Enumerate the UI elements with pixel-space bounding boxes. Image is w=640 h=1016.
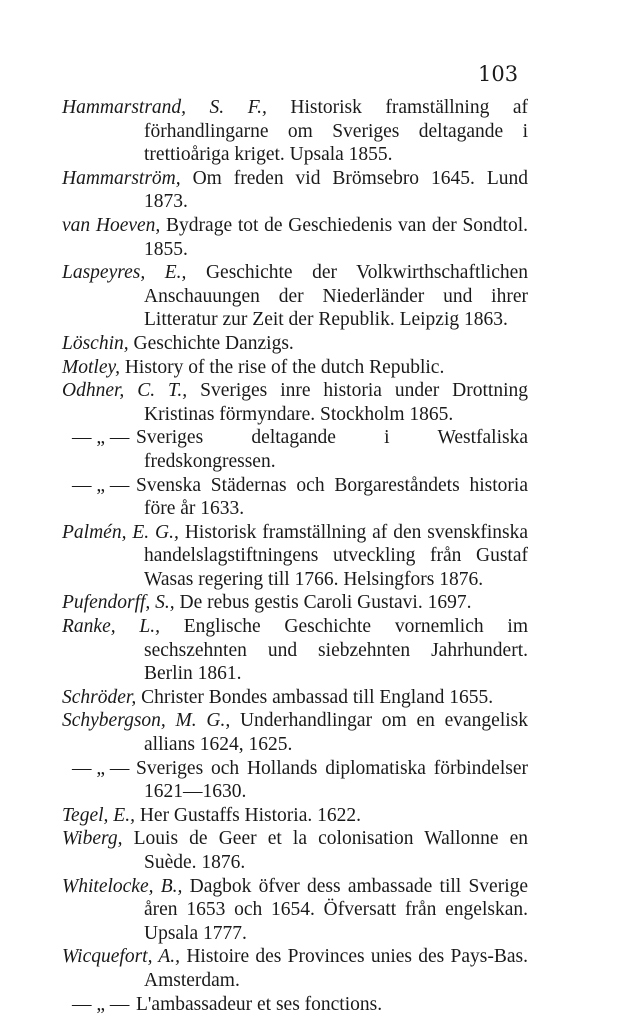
- entry-text: Her Gustaffs Historia. 1622.: [139, 804, 361, 826]
- bibliography-entry: [62, 167, 528, 214]
- entry-author: Wicquefort, A.,: [62, 946, 181, 968]
- entry-author: van Hoeven,: [62, 214, 161, 236]
- entry-author: Wiberg,: [62, 828, 123, 850]
- bibliography-entry: [62, 945, 528, 992]
- entry-text: Historisk framställning af den svenskfinska handelslagstiftningens utveckling från Gustaf Wasas regering till 1766. Helsingfors 1876.: [144, 521, 528, 590]
- bibliography-entry: [62, 591, 528, 615]
- entry-text: Sveriges deltagande i Westfaliska fredskongressen.: [136, 427, 528, 472]
- page-number: 103: [478, 62, 519, 86]
- entry-text: Historisk framställning af förhandlingarne om Sveriges deltagande i trettioåriga kriget. Upsala 1855.: [144, 97, 529, 166]
- entry-author: Odhner, C. T.,: [62, 380, 188, 402]
- bibliography-list: [62, 96, 528, 1016]
- entry-text: Geschichte der Volkwirthschaftlichen Anschauungen der Niederländer und ihrer Litteratur zur Zeit der Republik. Leipzig 1863.: [144, 262, 529, 331]
- bibliography-entry: [62, 379, 528, 426]
- bibliography-entry: [62, 709, 528, 756]
- bibliography-entry: [62, 757, 528, 804]
- bibliography-entry: [62, 96, 528, 167]
- entry-author: Hammarström,: [62, 167, 181, 189]
- entry-author: Tegel, E.,: [62, 804, 135, 826]
- entry-author: Laspeyres, E.,: [62, 262, 187, 284]
- entry-text: Englische Geschichte vornemlich im sechszehnten und siebzehnten Jahrhundert. Berlin 1861.: [144, 616, 528, 685]
- entry-text: Svenska Städernas och Borgareståndets historia före år 1633.: [136, 474, 528, 520]
- entry-text: History of the rise of the dutch Republic.: [124, 356, 445, 378]
- entry-text: Louis de Geer et la colonisation Wallonne en Suède. 1876.: [133, 828, 529, 873]
- entry-text: Bydrage tot de Geschiedenis van der Sondtol. 1855.: [144, 214, 529, 260]
- entry-text: Sveriges och Hollands diplomatiska förbindelser 1621—1630.: [136, 757, 528, 803]
- entry-text: Sveriges inre historia under Drottning Kristinas förmyndare. Stockholm 1865.: [144, 380, 528, 425]
- bibliography-entry: [62, 214, 528, 261]
- entry-text: Om freden vid Brömsebro 1645. Lund 1873.: [144, 167, 528, 213]
- entry-text: Geschichte Danzigs.: [133, 332, 294, 354]
- bibliography-entry: [62, 875, 528, 946]
- entry-text: De rebus gestis Caroli Gustavi. 1697.: [179, 592, 472, 614]
- bibliography-entry: [62, 993, 528, 1016]
- entry-text: Dagbok öfver dess ambassade till Sverige åren 1653 och 1654. Öfversatt från engelskan. Upsala 1777.: [144, 875, 529, 944]
- bibliography-entry: [62, 356, 528, 380]
- bibliography-entry: [62, 332, 528, 356]
- bibliography-entry: [62, 426, 528, 473]
- bibliography-entry: [62, 474, 528, 521]
- entry-author: Ranke, L.,: [62, 616, 160, 638]
- ditto-mark: — „ —: [72, 757, 130, 779]
- entry-author: Schröder,: [62, 686, 137, 708]
- bibliography-entry: [62, 804, 528, 828]
- ditto-mark: — „ —: [72, 427, 130, 449]
- entry-author: Palmén, E. G.,: [62, 521, 179, 543]
- entry-author: Hammarstrand, S. F.,: [62, 97, 267, 118]
- bibliography-entry: [62, 686, 528, 710]
- ditto-mark: — „ —: [72, 474, 130, 496]
- ditto-mark: — „ —: [72, 993, 130, 1015]
- bibliography-entry: [62, 521, 528, 592]
- entry-author: Löschin,: [62, 332, 129, 354]
- entry-author: Whitelocke, B.,: [62, 875, 183, 897]
- entry-author: Schybergson, M. G.,: [62, 710, 231, 732]
- entry-author: Motley,: [62, 356, 120, 378]
- entry-text: L'ambassadeur et ses fonctions.: [136, 993, 383, 1015]
- bibliography-entry: [62, 261, 528, 332]
- entry-text: Underhandlingar om en evangelisk allians 1624, 1625.: [144, 710, 528, 756]
- entry-text: Christer Bondes ambassad till England 1655.: [141, 686, 494, 708]
- entry-text: Histoire des Provinces unies des Pays-Bas. Amsterdam.: [144, 946, 528, 991]
- entry-author: Pufendorff, S.,: [62, 592, 175, 614]
- bibliography-entry: [62, 827, 528, 874]
- bibliography-entry: [62, 615, 528, 686]
